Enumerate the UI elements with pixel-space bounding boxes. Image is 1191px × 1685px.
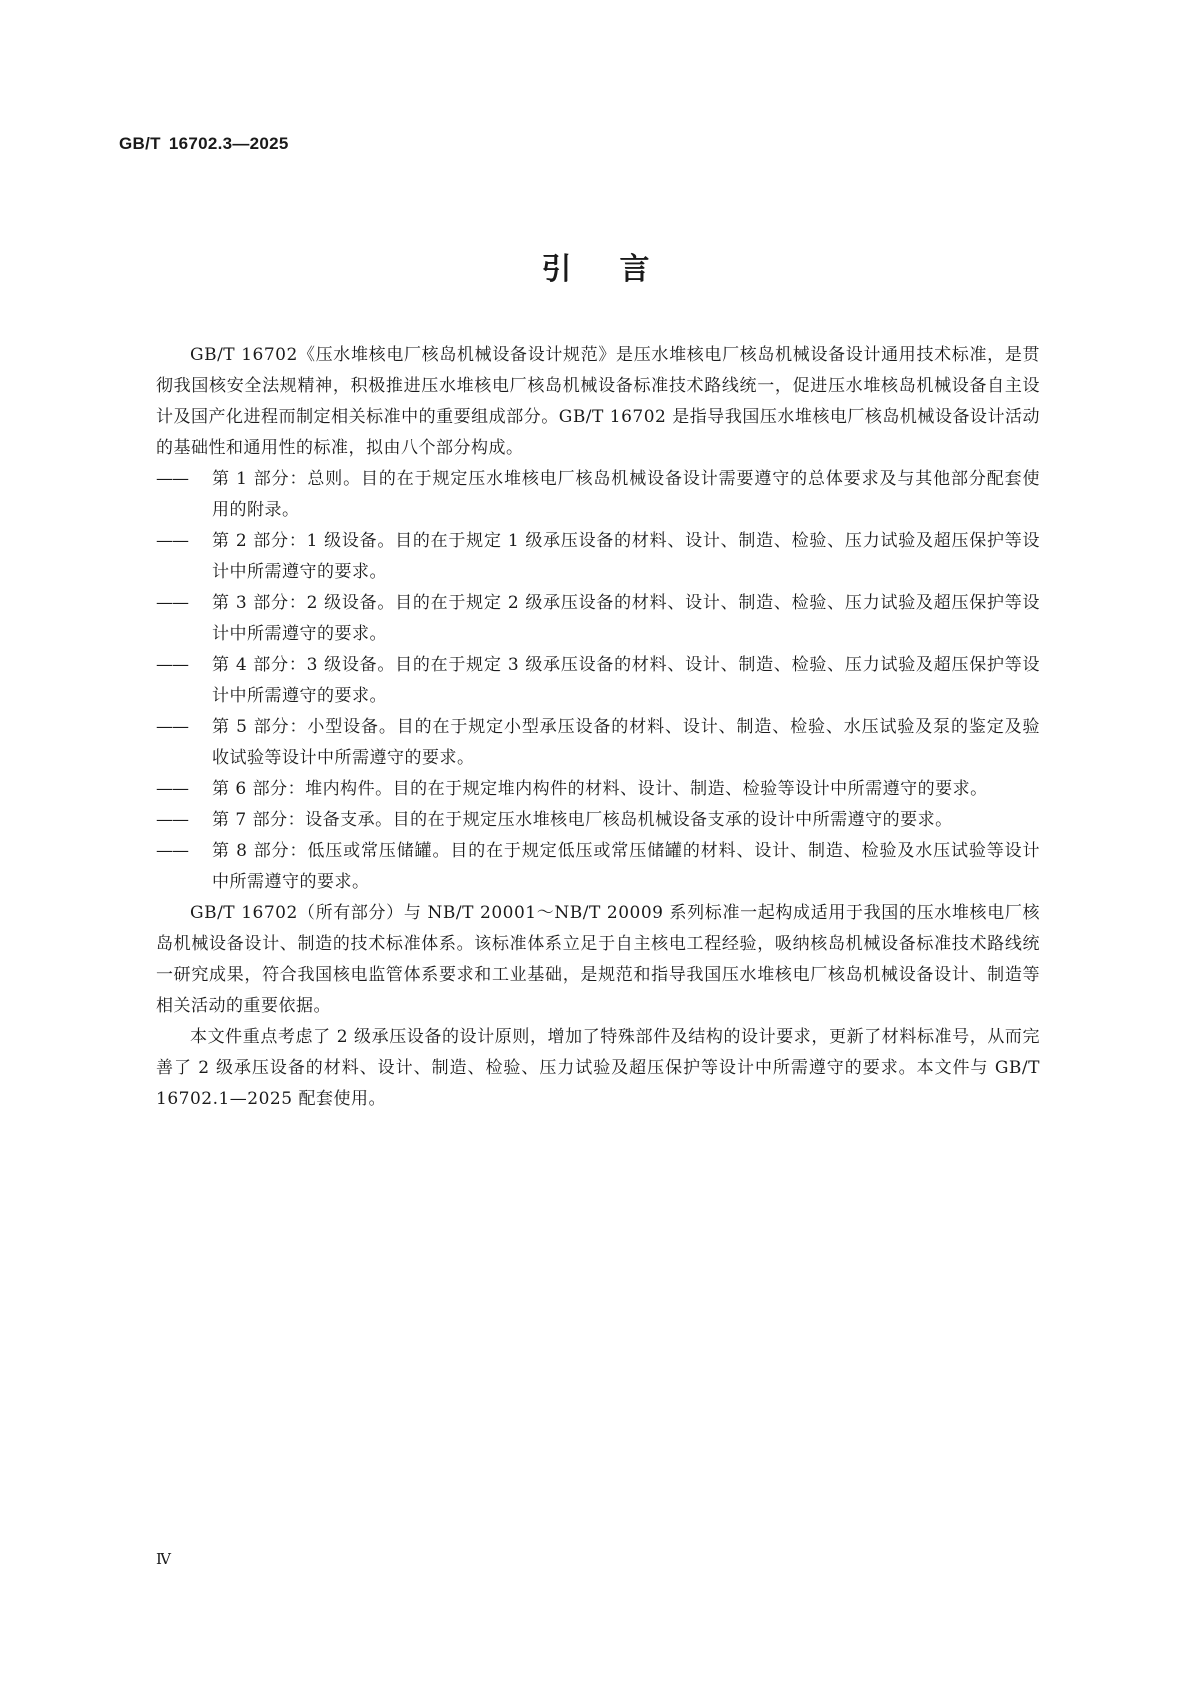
list-item-part-3	[156, 588, 1040, 650]
list-item-part-8	[156, 836, 1040, 898]
page-title: 引言	[541, 252, 698, 287]
document-focus-paragraph: 本文件重点考虑了 2 级承压设备的设计原则，增加了特殊部件及结构的设计要求，更新了材料标准号，从而完善了 2 级承压设备的材料、设计、制造、检验、压力试验及超压保护等设计中所需遵守的要求。本文件与 GB/T 16702.1—2025 配套使用。	[156, 1027, 1040, 1109]
document-body	[156, 340, 1040, 1115]
list-dash: ——	[156, 717, 188, 737]
list-dash: ——	[156, 531, 188, 551]
list-item-part-1	[156, 464, 1040, 526]
list-dash: ——	[156, 810, 188, 830]
list-item-part-5	[156, 712, 1040, 774]
list-item-part-2	[156, 526, 1040, 588]
list-item-text: 第 7 部分：设备支承。目的在于规定压水堆核电厂核岛机械设备支承的设计中所需遵守的要求。	[212, 810, 953, 830]
page-number: Ⅳ	[156, 1550, 171, 1568]
list-dash: ——	[156, 655, 188, 675]
list-item-text: 第 4 部分：3 级设备。目的在于规定 3 级承压设备的材料、设计、制造、检验、压力试验及超压保护等设计中所需遵守的要求。	[212, 655, 1040, 706]
standard-code-prefix: GB/T	[119, 134, 161, 153]
list-item-part-6	[156, 774, 1040, 805]
list-item-text: 第 8 部分：低压或常压储罐。目的在于规定低压或常压储罐的材料、设计、制造、检验及水压试验等设计中所需遵守的要求。	[212, 841, 1040, 892]
list-item-text: 第 2 部分：1 级设备。目的在于规定 1 级承压设备的材料、设计、制造、检验、压力试验及超压保护等设计中所需遵守的要求。	[212, 531, 1040, 582]
intro-paragraph: GB/T 16702《压水堆核电厂核岛机械设备设计规范》是压水堆核电厂核岛机械设备设计通用技术标准，是贯彻我国核安全法规精神，积极推进压水堆核电厂核岛机械设备标准技术路线统一，促进压水堆核岛机械设备自主设计及国产化进程而制定相关标准中的重要组成部分。GB/T 16702 是指导我国压水堆核电厂核岛机械设备设计活动的基础性和通用性的标准，拟由八个部分构成。	[156, 345, 1040, 458]
standard-code-number: 16702.3—2025	[168, 134, 289, 153]
list-item-text: 第 3 部分：2 级设备。目的在于规定 2 级承压设备的材料、设计、制造、检验、压力试验及超压保护等设计中所需遵守的要求。	[212, 593, 1040, 644]
list-item-text: 第 6 部分：堆内构件。目的在于规定堆内构件的材料、设计、制造、检验等设计中所需遵守的要求。	[212, 779, 988, 799]
list-item-part-7	[156, 805, 1040, 836]
standard-system-paragraph: GB/T 16702（所有部分）与 NB/T 20001～NB/T 20009 系列标准一起构成适用于我国的压水堆核电厂核岛机械设备设计、制造的技术标准体系。该标准体系立足于自主核电工程经验，吸纳核岛机械设备标准技术路线统一研究成果，符合我国核电监管体系要求和工业基础，是规范和指导我国压水堆核电厂核岛机械设备设计、制造等相关活动的重要依据。	[156, 903, 1040, 1016]
list-dash: ——	[156, 593, 188, 613]
list-dash: ——	[156, 779, 188, 799]
standard-code-header	[119, 134, 289, 154]
list-item-part-4	[156, 650, 1040, 712]
list-item-text: 第 1 部分：总则。目的在于规定压水堆核电厂核岛机械设备设计需要遵守的总体要求及与其他部分配套使用的附录。	[212, 469, 1040, 520]
list-item-text: 第 5 部分：小型设备。目的在于规定小型承压设备的材料、设计、制造、检验、水压试验及泵的鉴定及验收试验等设计中所需遵守的要求。	[212, 717, 1040, 768]
list-dash: ——	[156, 469, 188, 489]
list-dash: ——	[156, 841, 188, 861]
